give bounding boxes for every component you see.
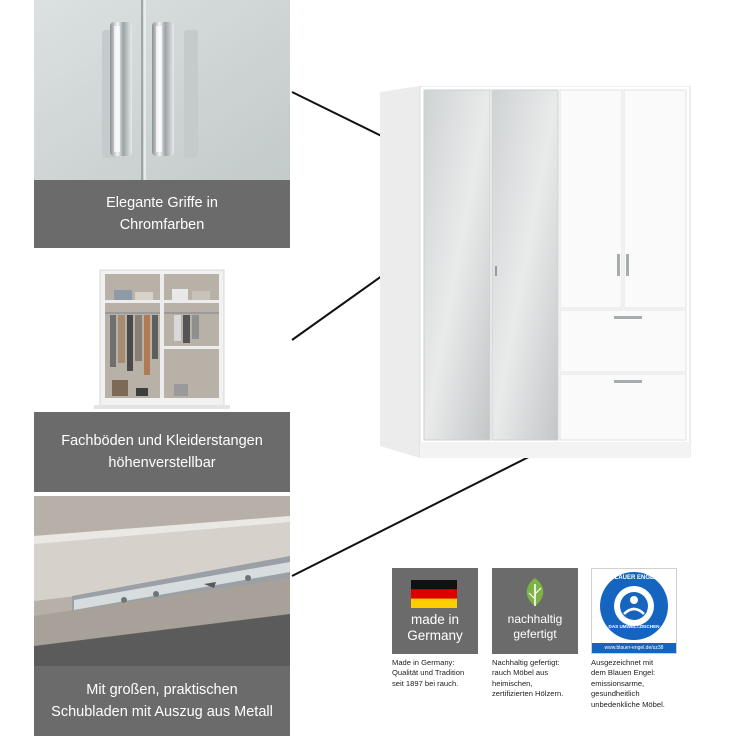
badge-url: www.blauer-engel.de/uz38	[604, 645, 664, 651]
caption-line: Schubladen mit Auszug aus Metall	[51, 704, 273, 720]
badge-title: made in	[410, 612, 460, 627]
caption-line: Chromfarben	[119, 217, 205, 233]
caption-line: Mit großen, praktischen	[86, 682, 238, 698]
caption-line: Fachböden und Kleiderstangen	[61, 433, 263, 449]
blue-angel-badge	[591, 568, 677, 654]
badge-title: Germany	[407, 628, 463, 643]
wardrobe-image	[380, 86, 702, 458]
caption-line: höhenverstellbar	[108, 455, 216, 471]
badge-description-blue-angel: Ausgezeichnet mit dem Blauen Engel: emissionsarme, gesundheitlich unbedenkliche Möbel.	[591, 658, 665, 709]
sustainable-badge	[492, 568, 578, 654]
german-flag-icon	[411, 580, 457, 608]
badge-title: BLAUER ENGEL	[610, 575, 658, 581]
caption-line: Elegante Griffe in	[106, 195, 218, 211]
badge-title: nachhaltig	[507, 612, 563, 626]
badge-title: gefertigt	[513, 627, 557, 641]
leaf-icon	[520, 576, 550, 608]
badge-description-sustainable: Nachhaltig gefertigt: rauch Möbel aus heimischen, zertifizierten Hölzern.	[492, 658, 564, 699]
badge-description-germany: Made in Germany: Qualität und Tradition seit 1897 bei rauch.	[392, 658, 465, 688]
badge-subtitle: DAS UMWELTZEICHEN	[608, 624, 660, 629]
made-in-germany-badge	[392, 568, 478, 654]
